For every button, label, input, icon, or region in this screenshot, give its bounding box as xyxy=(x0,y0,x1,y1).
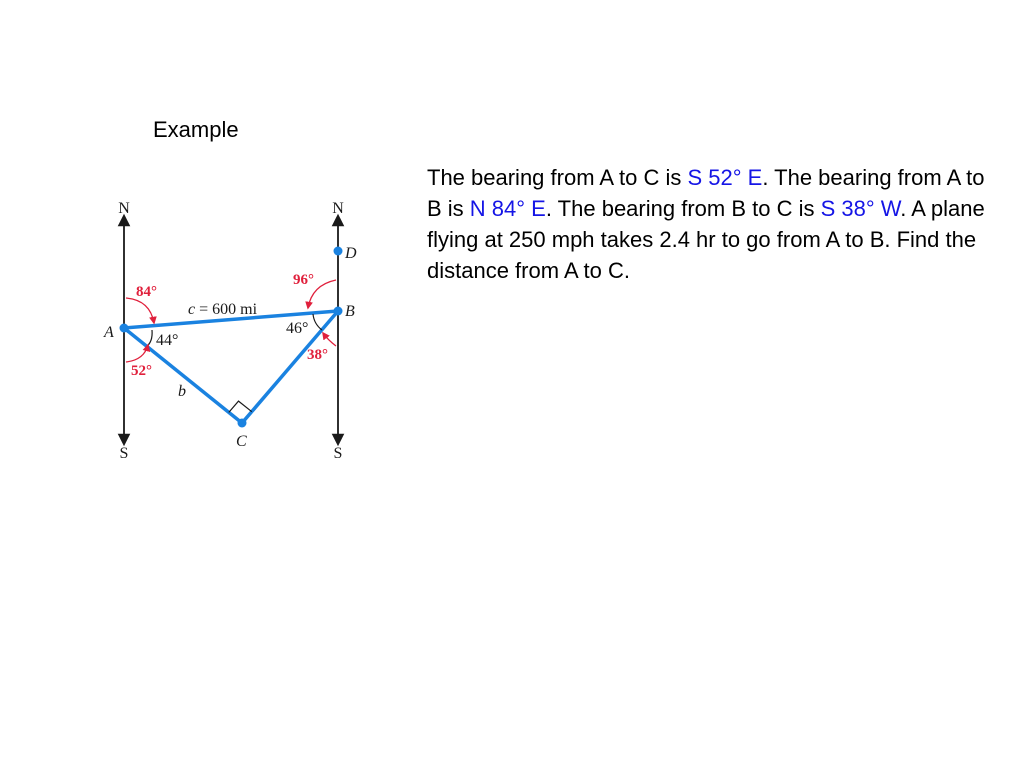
bearing-ac: S 52° E xyxy=(687,165,763,190)
bearing-arc-38 xyxy=(323,333,336,346)
problem-text-2: . The bearing from A to B is xyxy=(427,165,985,221)
problem-text-4: . A plane flying at 250 mph takes 2.4 hr to go from A to B. Find the distance from A to C. xyxy=(427,196,985,283)
point-a-dot xyxy=(120,324,129,333)
point-d-dot xyxy=(334,247,343,256)
bearing-ab: N 84° E xyxy=(469,196,546,221)
angle-44-label: 44° xyxy=(156,332,179,349)
point-b-dot xyxy=(334,307,343,316)
bearing-38-label: 38° xyxy=(307,347,328,363)
bearing-52-label: 52° xyxy=(131,363,152,379)
slide-title: Example xyxy=(153,117,239,142)
angle-arc-46 xyxy=(313,314,322,330)
side-b-label: b xyxy=(178,383,186,400)
bearing-arc-84 xyxy=(126,298,154,323)
bearing-96-label: 96° xyxy=(293,272,314,288)
north-label-left: N xyxy=(118,200,130,217)
problem-text-1: The bearing from A to C is xyxy=(427,165,688,190)
north-label-right: N xyxy=(332,200,344,217)
angle-46-label: 46° xyxy=(286,320,309,337)
point-b-label: B xyxy=(345,303,355,320)
problem-statement xyxy=(427,162,1002,286)
problem-text-3: . The bearing from B to C is xyxy=(545,196,821,221)
point-d-label: D xyxy=(345,245,357,262)
side-c-value: = 600 mi xyxy=(195,301,258,318)
bearing-arc-52 xyxy=(126,345,148,362)
bearing-bc: S 38° W xyxy=(820,196,901,221)
side-c-symbol: c xyxy=(188,301,196,318)
point-c-label: C xyxy=(236,433,247,450)
south-label-left: S xyxy=(119,445,129,462)
right-angle-mark xyxy=(229,401,252,412)
side-c-label xyxy=(188,301,258,318)
south-label-right: S xyxy=(333,445,343,462)
bearing-diagram xyxy=(100,190,380,470)
point-c-dot xyxy=(238,419,247,428)
bearing-84-label: 84° xyxy=(136,284,157,300)
point-a-label: A xyxy=(104,324,114,341)
